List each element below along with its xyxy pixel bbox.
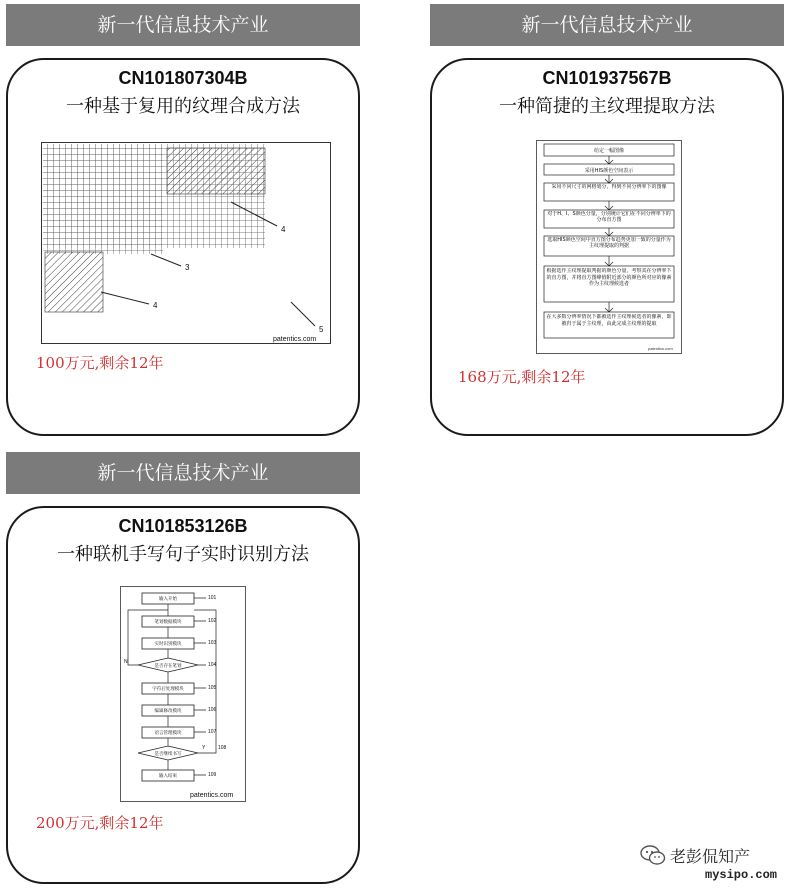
figure-watermark: patentics.com bbox=[273, 336, 317, 343]
flow-step: 选取HIS颜色空间中直方图分布趋势更加一致的分量作为主纹理提取的判据 bbox=[547, 237, 671, 249]
flow-step: 笔划数据模块 bbox=[154, 620, 182, 625]
figure-watermark: patentics.com bbox=[190, 792, 234, 799]
patent-figure-flowchart bbox=[536, 140, 682, 354]
figure-label: 3 bbox=[185, 263, 190, 272]
category-banner: 新一代信息技术产业 bbox=[430, 4, 784, 46]
flow-step: 采用HIS颜色空间表示 bbox=[584, 168, 634, 174]
step-ref: 103 bbox=[208, 640, 217, 646]
step-ref: 109 bbox=[208, 772, 217, 778]
patent-title: 一种联机手写句子实时识别方法 bbox=[57, 544, 309, 565]
flow-step: 字符后处理模块 bbox=[152, 687, 184, 692]
site-url: mysipo.com bbox=[705, 868, 778, 882]
step-ref: 108 bbox=[218, 745, 227, 751]
figure-label: 5 bbox=[319, 325, 324, 334]
patent-number: CN101937567B bbox=[542, 68, 672, 88]
patent-number: CN101807304B bbox=[118, 68, 248, 88]
category-banner: 新一代信息技术产业 bbox=[6, 452, 360, 494]
patent-figure-texture bbox=[41, 142, 331, 344]
flow-step: 对于H、I、S颜色分量，分别统计它们在不同分辨率下的分布直方图 bbox=[547, 211, 671, 223]
patent-title: 一种基于复用的纹理合成方法 bbox=[66, 96, 300, 117]
flow-step: 给定一幅图像 bbox=[593, 148, 625, 154]
figure-label: 4 bbox=[281, 225, 286, 234]
price-text: 168万元,剩余12年 bbox=[458, 368, 586, 386]
flow-step: 在大多数分辨率情况下都被选作主纹理候选者的像素，即被归于属于主纹理，由此完成主纹理的提取 bbox=[546, 314, 672, 327]
patent-card-2 bbox=[430, 4, 784, 436]
step-ref: 106 bbox=[208, 707, 217, 713]
flow-step: 实时识别模块 bbox=[154, 642, 182, 647]
flow-step: 编辑修改模块 bbox=[154, 709, 182, 714]
step-ref: 104 bbox=[208, 662, 217, 668]
flow-step: 输入开始 bbox=[159, 597, 177, 602]
branch-label: N bbox=[124, 659, 128, 665]
step-ref: 107 bbox=[208, 729, 217, 735]
card-frame bbox=[430, 58, 784, 436]
card-frame bbox=[6, 506, 360, 884]
patent-title: 一种简捷的主纹理提取方法 bbox=[499, 96, 715, 117]
patent-number: CN101853126B bbox=[118, 516, 248, 536]
price-text: 200万元,剩余12年 bbox=[36, 814, 164, 832]
price-text: 100万元,剩余12年 bbox=[36, 354, 164, 372]
flow-step: 是否存在笔划 bbox=[154, 664, 182, 669]
patent-card-1 bbox=[6, 4, 360, 436]
brand-name: 老彭侃知产 bbox=[670, 847, 751, 866]
wechat-brand bbox=[640, 842, 780, 866]
wechat-icon bbox=[640, 844, 666, 866]
figure-label: 4 bbox=[153, 301, 158, 310]
branch-label: Y bbox=[202, 745, 206, 751]
patent-figure-flowchart bbox=[120, 586, 246, 802]
category-banner: 新一代信息技术产业 bbox=[6, 4, 360, 46]
flow-step: 采用不同尺寸的网格划分，得到不同分辨率下的图像 bbox=[551, 184, 667, 190]
card-frame bbox=[6, 58, 360, 436]
step-ref: 101 bbox=[208, 595, 217, 601]
figure-watermark: patentics.com bbox=[648, 346, 673, 351]
flow-step: 根据选作主纹理提取判据的颜色分量，考察其在分辨率下的直方图，并将直方图峰值附近部分的颜色所对应的像素作为主纹理候选者 bbox=[546, 268, 672, 287]
step-ref: 105 bbox=[208, 685, 217, 691]
step-ref: 102 bbox=[208, 618, 217, 624]
patent-card-3 bbox=[6, 452, 360, 884]
flow-step: 是否继续书写 bbox=[154, 752, 182, 757]
flow-step: 语言管理模块 bbox=[154, 731, 182, 736]
flow-step: 输入结束 bbox=[159, 774, 177, 779]
